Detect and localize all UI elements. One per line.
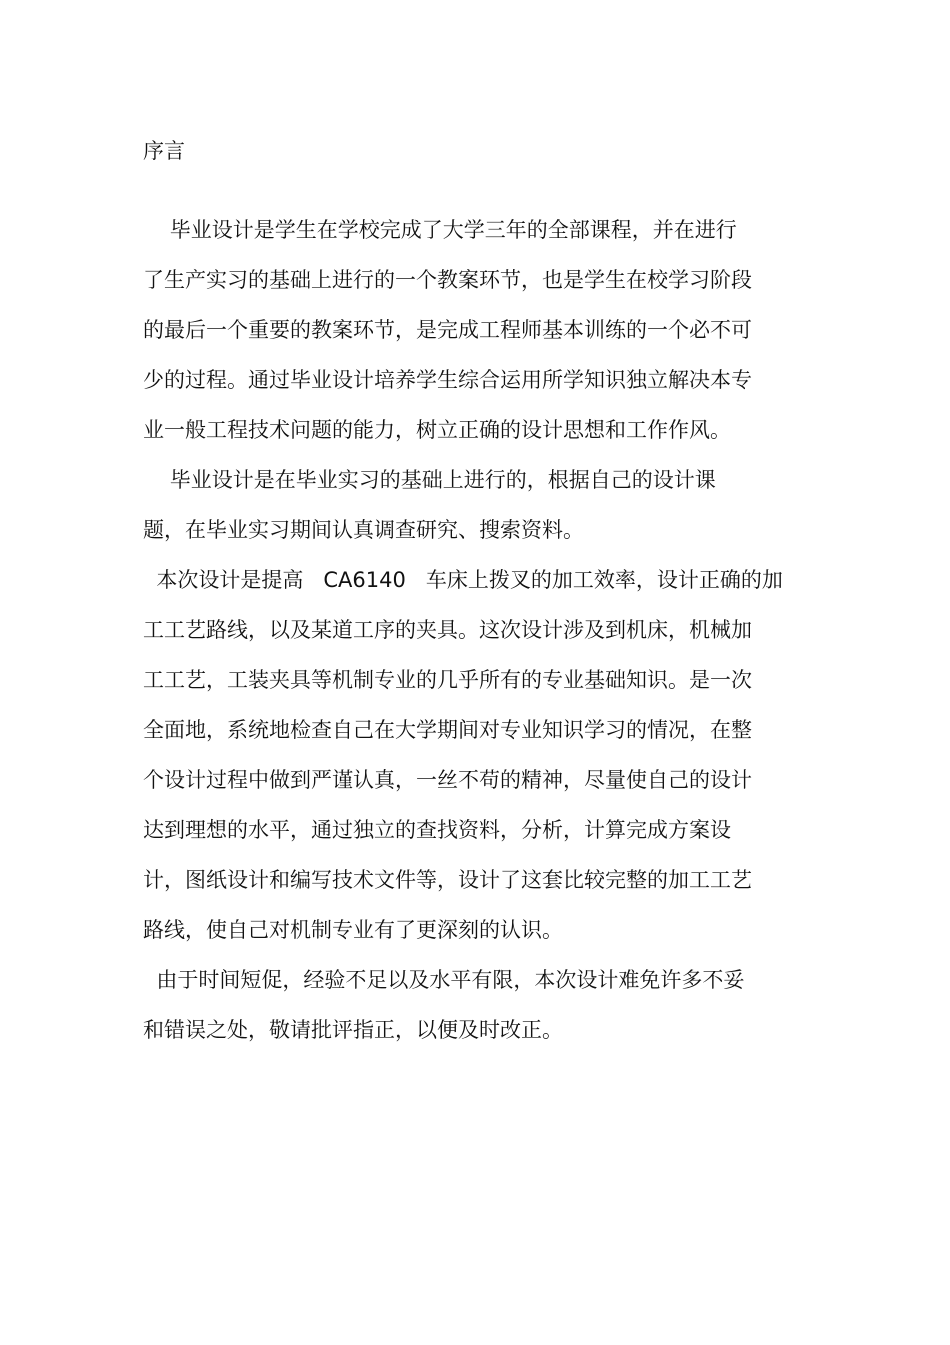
text-line: 由于时间短促，经验不足以及水平有限，本次设计难免许多不妥 <box>143 968 745 992</box>
text-line: 全面地，系统地检查自己在大学期间对专业知识学习的情况，在整 <box>143 718 752 742</box>
text-line: 个设计过程中做到严谨认真，一丝不苟的精神，尽量使自己的设计 <box>143 768 752 792</box>
text-line: 了生产实习的基础上进行的一个教案环节，也是学生在校学习阶段 <box>143 268 752 292</box>
text-line: 业一般工程技术问题的能力，树立正确的设计思想和工作作风。 <box>143 418 731 442</box>
text-line: 工工艺，工装夹具等机制专业的几乎所有的专业基础知识。是一次 <box>143 668 752 692</box>
text-line: 路线，使自己对机制专业有了更深刻的认识。 <box>143 918 563 942</box>
text-line: 和错误之处，敬请批评指正，以便及时改正。 <box>143 1018 563 1042</box>
text-line: 题，在毕业实习期间认真调查研究、搜索资料。 <box>143 518 584 542</box>
text-line: 的最后一个重要的教案环节，是完成工程师基本训练的一个必不可 <box>143 318 752 342</box>
text-line: 少的过程。通过毕业设计培养学生综合运用所学知识独立解决本专 <box>143 368 752 392</box>
text-line: 本次设计是提高 CA6140 车床上拨叉的加工效率，设计正确的加 <box>143 568 783 592</box>
document-title: 序言 <box>143 139 185 163</box>
text-line: 毕业设计是在毕业实习的基础上进行的，根据自己的设计课 <box>143 468 716 492</box>
text-line: 毕业设计是学生在学校完成了大学三年的全部课程，并在进行 <box>143 218 737 242</box>
text-line: 工工艺路线，以及某道工序的夹具。这次设计涉及到机床，机械加 <box>143 618 752 642</box>
text-line: 达到理想的水平，通过独立的查找资料，分析，计算完成方案设 <box>143 818 731 842</box>
text-line: 计，图纸设计和编写技术文件等，设计了这套比较完整的加工工艺 <box>143 868 752 892</box>
